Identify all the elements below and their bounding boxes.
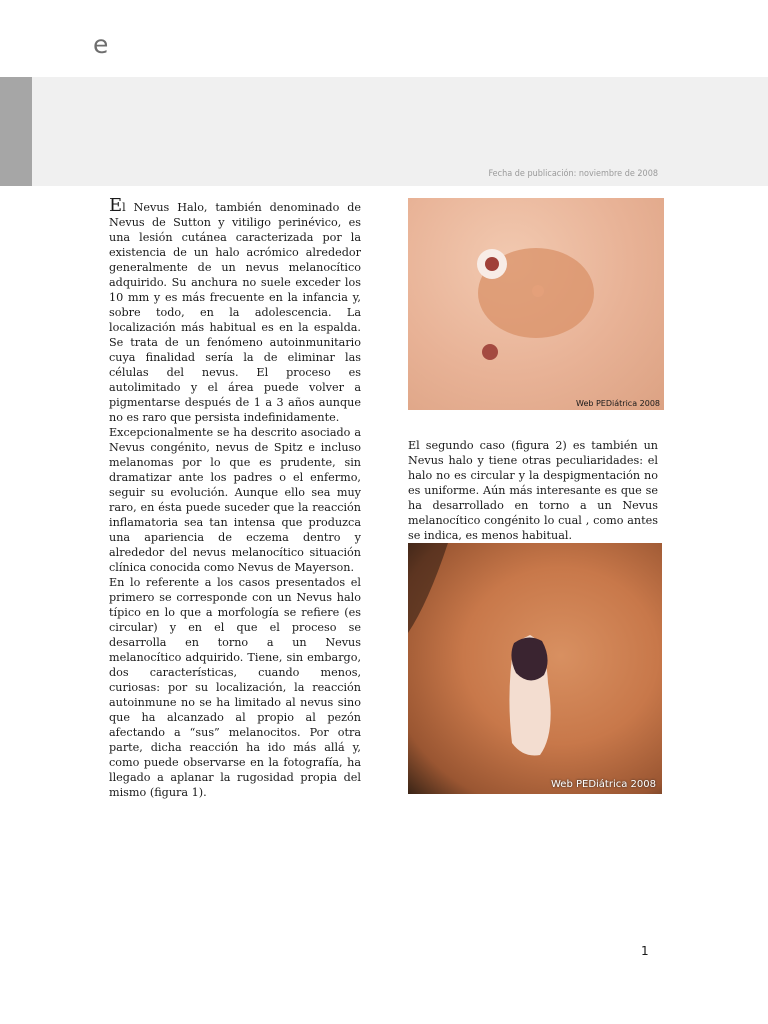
figure-2-illustration	[408, 543, 662, 794]
paragraph-intro-text: l Nevus Halo, también denominado de Nevus de Sutton y vitiligo perinévico, es una lesión cutánea caracterizada por la existencia de un halo acrómico alrededor generalmente de un nevus melanocítico adquirido. Su anchura no suele exceder los 10 mm y es más frecuente en la infancia y, sobre todo, en la adolescencia. La localización más habitual es en la espalda. Se trata de un fenómeno autoinmunitario cuya finalidad sería la de eliminar las células del nevus. El proceso es autolimitado y el área puede volver a pigmentarse después de 1 a 3 años aunque no es raro que persista indefinidamente.	[109, 201, 361, 424]
drop-cap: E	[109, 195, 123, 216]
header-accent-bar	[0, 77, 32, 186]
nevus-2	[482, 344, 498, 360]
nipple	[532, 285, 544, 297]
publication-date: Fecha de publicación: noviembre de 2008	[488, 169, 658, 179]
figure-2-watermark: Web PEDiátrica 2008	[551, 779, 656, 790]
figure-1-watermark: Web PEDiátrica 2008	[576, 399, 660, 408]
figure-2-photo	[408, 543, 662, 794]
logo: e	[93, 30, 109, 59]
paragraph-intro	[109, 195, 361, 425]
figure-2-description: El segundo caso (figura 2) es también un Nevus halo y tiene otras peculiaridades: el halo no es circular y la despigmentación no es uniforme. Aún más interesante es que se ha desarrollado en torno a un Nevus melanocítico congénito lo cual , como antes se indica, es menos habitual.	[408, 439, 658, 542]
nevus-1	[485, 257, 499, 271]
paragraph-associations: Excepcionalmente se ha descrito asociado a Nevus congénito, nevus de Spitz e incluso melanomas por lo que es prudente, sin dramatizar ante los padres o el enfermo, seguir su evolución. Aunque ello sea muy raro, en ésta puede suceder que la reacción inflamatoria sea tan intensa que produzca una apariencia de eczema dentro y alrededor del nevus melanocítico situación clínica conocida como Nevus de Mayerson.	[109, 426, 361, 574]
paragraph-cases: En lo referente a los casos presentados el primero se corresponde con un Nevus halo típico en lo que a morfología se refiere (es circular) y en el que el proceso se desarrolla en torno a un Nevus melanocítico adquirido. Tiene, sin embargo, dos características, cuando menos, curiosas: por su localización, la reacción autoinmune no se ha limitado al nevus sino que ha alcanzado al propio al pezón afectando a “sus” melanocitos. Por otra parte, dicha reacción ha ido más allá y, como puede observarse en la fotografía, ha llegado a aplanar la rugosidad propia del mismo (figura 1).	[109, 576, 361, 799]
shadow-corner	[408, 543, 448, 633]
page-number: 1	[641, 944, 649, 958]
figure-1-illustration	[408, 198, 664, 410]
article-body	[109, 195, 361, 800]
figure-1-photo	[408, 198, 664, 410]
